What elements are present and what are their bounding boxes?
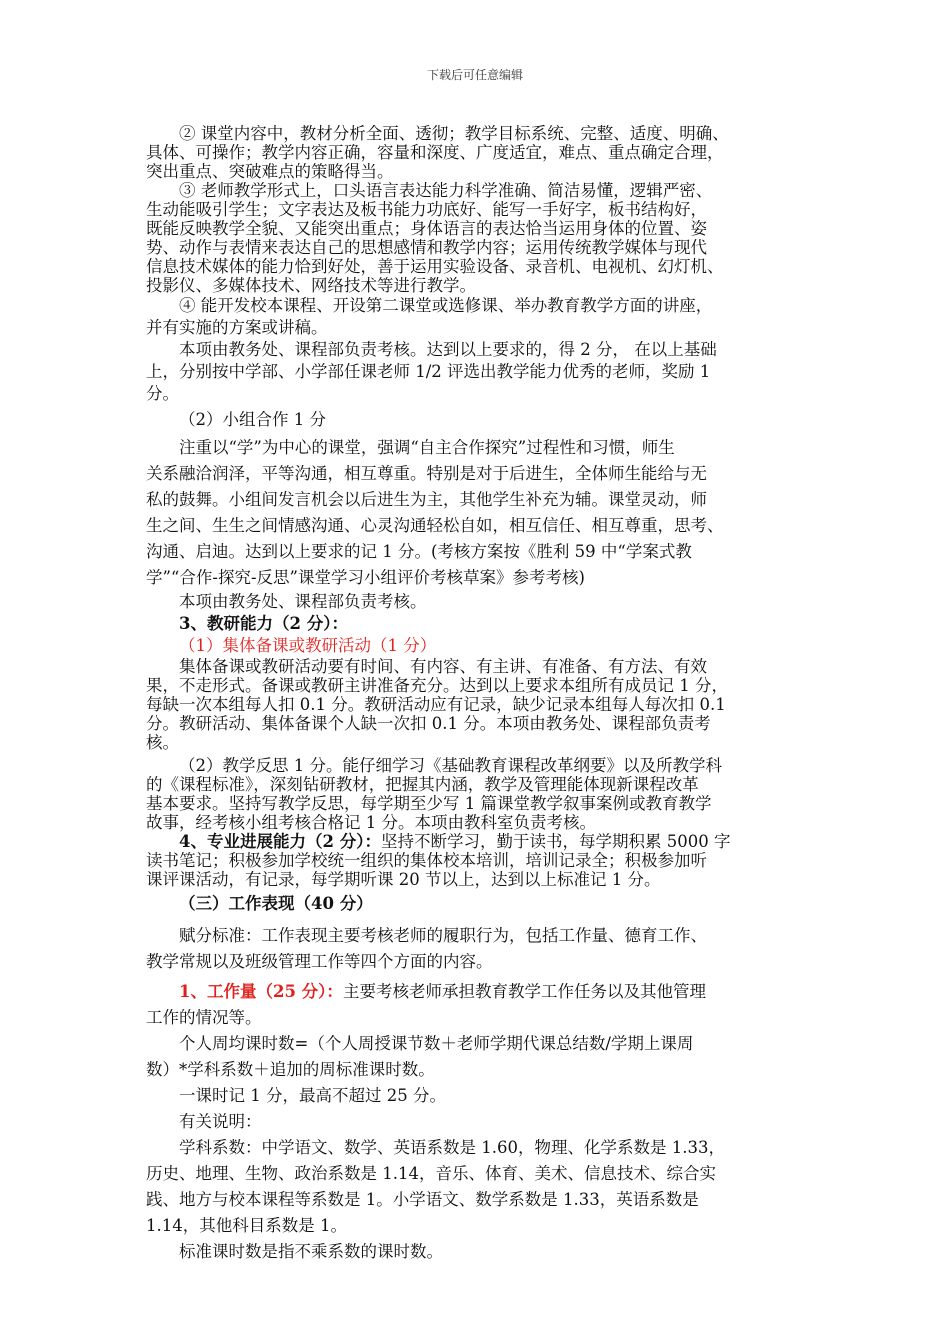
- text-line: 1.14，其他科目系数是 1。: [146, 1216, 347, 1235]
- text-line: [146, 979, 810, 1005]
- paragraph-workload: [146, 979, 810, 1031]
- text-line: 工作的情况等。: [146, 1008, 262, 1027]
- text-line: 学”“合作-探究-反思”课堂学习小组评价考核草案》参考考核): [146, 568, 585, 587]
- text-line: 的《课程标准》，深刻钻研教材，把握其内涵，教学及管理能体现新课程改革: [146, 775, 699, 794]
- text-line: 投影仪、多媒体技术、网络技术等进行教学。: [146, 276, 476, 295]
- text-line: 标准课时数是指不乘系数的课时数。: [179, 1242, 443, 1261]
- text-line: 每缺一次本组每人扣 0.1 分。教研活动应有记录，缺少记录本组每人每次扣 0.1: [146, 695, 726, 714]
- section-heading-work-performance: （三）工作表现（40 分）: [179, 894, 373, 913]
- text-line: 个人周均课时数=（个人周授课节数＋老师学期代课总结数/学期上课周: [179, 1034, 694, 1053]
- paragraph-item-2: [146, 124, 810, 181]
- text-line: 突出重点、突破难点的策略得当。: [146, 162, 394, 181]
- text-line: [146, 832, 810, 851]
- text-line: 基本要求。坚持写教学反思，每学期至少写 1 篇课堂教学叙事案例或教育教学: [146, 794, 712, 813]
- text-line: 生动能吸引学生；文字表达及板书能力功底好、能写一手好字，板书结构好，: [146, 200, 707, 219]
- text-line: 上，分别按中学部、小学部任课老师 1/2 评选出教学能力优秀的老师，奖励 1: [146, 362, 711, 381]
- text-line: 集体备课或教研活动要有时间、有内容、有主讲、有准备、有方法、有效: [179, 657, 707, 676]
- text-line: 教学常规以及班级管理工作等四个方面的内容。: [146, 952, 493, 971]
- text-line: 故事，经考核小组考核合格记 1 分。本项由教科室负责考核。: [146, 813, 596, 832]
- paragraph-formula: [146, 1031, 810, 1083]
- text-line: ④ 能开发校本课程、开设第二课堂或选修课、举办教育教学方面的讲座，: [179, 296, 713, 315]
- text-line: 生之间、生生之间情感沟通、心灵沟通轻松自如，相互信任、相互尊重，思考、: [146, 516, 724, 535]
- text-line: 注重以“学”为中心的课堂，强调“自主合作探究”过程性和习惯，师生: [179, 438, 675, 457]
- paragraph-item-3: [146, 181, 810, 295]
- text-line: 数）*学科系数＋追加的周标准课时数。: [146, 1060, 435, 1079]
- text-line: 并有实施的方案或讲稿。: [146, 318, 328, 337]
- text-line: 本项由教务处、课程部负责考核。达到以上要求的，得 2 分， 在以上基础: [179, 340, 717, 359]
- text-line: 沟通、启迪。达到以上要求的记 1 分。(考核方案按《胜利 59 中“学案式教: [146, 542, 692, 561]
- text-line: 具体、可操作；教学内容正确，容量和深度、广度适宜，难点、重点确定合理，: [146, 143, 724, 162]
- text-line: 有关说明：: [179, 1112, 262, 1131]
- text-line: （2）教学反思 1 分。能仔细学习《基础教育课程改革纲要》以及所教学科: [179, 756, 722, 775]
- text-span: 主要考核老师承担教育教学工作任务以及其他管理: [342, 982, 706, 1001]
- text-line: 读书笔记；积极参加学校统一组织的集体校本培训，培训记录全；积极参加听: [146, 851, 707, 870]
- text-line: 关系融洽润泽，平等沟通，相互尊重。特别是对于后进生，全体师生能给与无: [146, 464, 707, 483]
- paragraph-scoring-standard: [146, 923, 810, 975]
- paragraph-subject-coefficients: [146, 1135, 810, 1239]
- text-line: 既能反映教学全貌、又能突出重点；身体语言的表达恰当运用身体的位置、姿: [146, 219, 707, 238]
- text-line: 历史、地理、生物、政治系数是 1.14，音乐、体育、美术、信息技术、综合实: [146, 1164, 716, 1183]
- text-line: 分。教研活动、集体备课个人缺一次扣 0.1 分。本项由教务处、课程部负责考: [146, 714, 711, 733]
- page-header: 下载后可任意编辑: [426, 68, 523, 82]
- subheading-group-cooperation: （2）小组合作 1 分: [179, 410, 326, 429]
- subheading-collective-prep: （1）集体备课或教研活动（1 分）: [179, 636, 437, 655]
- text-line: 果，不走形式。备课或教研主讲准备充分。达到以上要求本组所有成员记 1 分，: [146, 676, 728, 695]
- text-line: ② 课堂内容中，教材分析全面、透彻；教学目标系统、完整、适度、明确、: [179, 124, 729, 143]
- paragraph-teaching-reflection: [146, 756, 810, 832]
- text-line: 分。: [146, 384, 179, 403]
- text-line: 一课时记 1 分，最高不超过 25 分。: [179, 1086, 446, 1105]
- text-line: 学科系数：中学语文、数学、英语系数是 1.60，物理、化学系数是 1.33，: [179, 1138, 725, 1157]
- text-line: 势、动作与表情来表达自己的思想感情和教学内容；运用传统教学媒体与现代: [146, 238, 707, 257]
- paragraph-professional-development: [146, 832, 810, 889]
- paragraph-item-4: [146, 295, 810, 339]
- paragraph-group-cooperation: [146, 435, 810, 591]
- paragraph-collective-prep: [146, 657, 810, 752]
- section-heading-professional: 4、专业进展能力（2 分）：: [179, 832, 381, 851]
- text-line: 课评课活动，有记录，每学期听课 20 节以上，达到以上标准记 1 分。: [146, 870, 661, 889]
- text-line: 信息技术媒体的能力恰到好处，善于运用实验设备、录音机、电视机、幻灯机、: [146, 257, 724, 276]
- text-line: 赋分标准：工作表现主要考核老师的履职行为，包括工作量、德育工作、: [179, 926, 707, 945]
- text-line: 本项由教务处、课程部负责考核。: [179, 592, 427, 611]
- document-body: [146, 124, 810, 1265]
- section-heading-research: 3、教研能力（2 分）：: [179, 614, 348, 633]
- paragraph-assessment-note: [146, 339, 810, 405]
- text-line: 私的鼓舞。小组间发言机会以后进生为主，其他学生补充为辅。课堂灵动，师: [146, 490, 707, 509]
- text-line: ③ 老师教学形式上，口头语言表达能力科学准确、简洁易懂，逻辑严密、: [179, 181, 713, 200]
- text-line: 践、地方与校本课程等系数是 1。小学语文、数学系数是 1.33，英语系数是: [146, 1190, 699, 1209]
- text-line: 核。: [146, 733, 179, 752]
- section-heading-workload: 1、工作量（25 分）：: [179, 982, 343, 1001]
- text-span: 坚持不断学习，勤于读书，每学期积累 5000 字: [380, 832, 731, 851]
